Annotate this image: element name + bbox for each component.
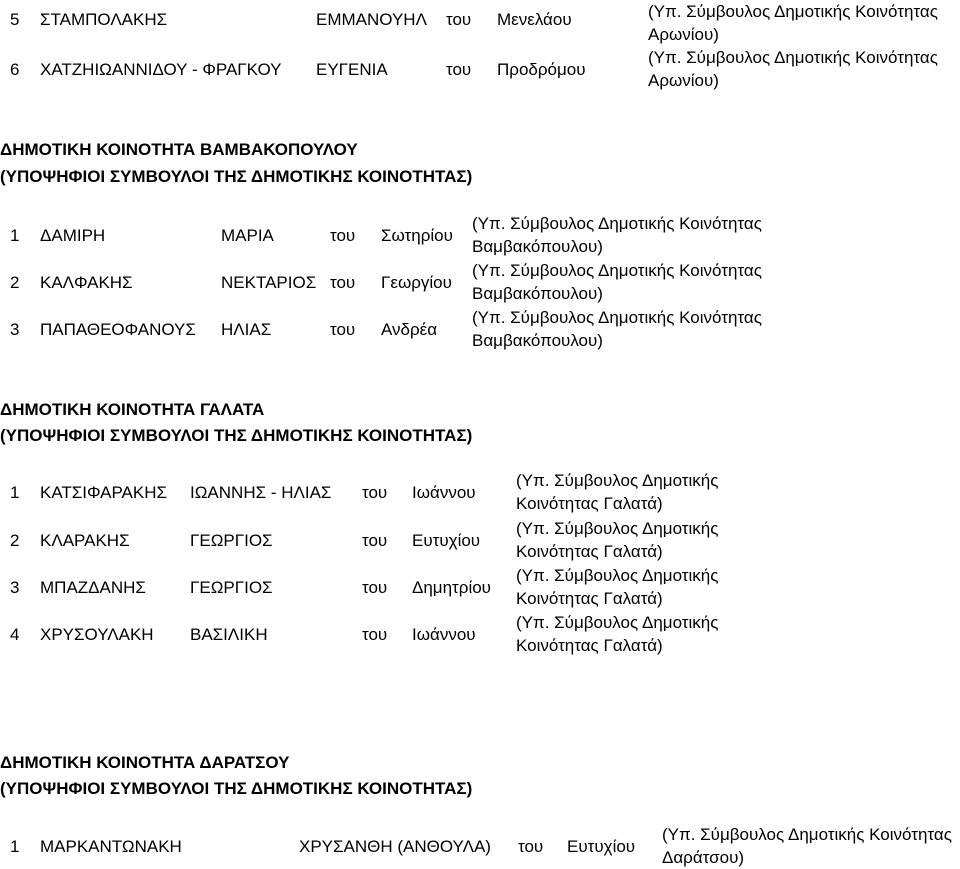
- father-name: Ιωάννου: [412, 625, 476, 644]
- candidate-note: [516, 611, 718, 657]
- candidate-number: 5: [10, 10, 20, 29]
- father-name: Μενελάου: [497, 10, 572, 29]
- father-name: Ανδρέα: [381, 320, 438, 339]
- note-line: (Υπ. Σύμβουλος Δημοτικής Κοινότητας: [648, 48, 938, 67]
- note-line: Αρωνίου): [648, 71, 719, 90]
- candidate-first-name: ΙΩΑΝΝΗΣ - ΗΛΙΑΣ: [190, 483, 332, 502]
- of-word: του: [362, 578, 388, 597]
- section-subtitle: (ΥΠΟΨΗΦΙΟΙ ΣΥΜΒΟΥΛΟΙ ΤΗΣ ΔΗΜΟΤΙΚΗΣ ΚΟΙΝΟΤΗΤΑΣ): [0, 167, 473, 186]
- candidate-surname: ΜΑΡΚΑΝΤΩΝΑΚΗ: [40, 837, 182, 856]
- candidate-row: [0, 566, 960, 608]
- candidate-surname: ΠΑΠΑΘΕΟΦΑΝΟΥΣ: [40, 320, 196, 339]
- candidate-row: [0, 471, 960, 513]
- note-line: Βαμβακόπουλου): [472, 284, 603, 303]
- of-word: του: [446, 10, 472, 29]
- candidate-first-name: ΧΡΥΣΑΝΘΗ (ΑΝΘΟΥΛΑ): [299, 837, 491, 856]
- candidate-number: 2: [10, 531, 20, 550]
- note-line: (Υπ. Σύμβουλος Δημοτικής: [516, 471, 719, 490]
- father-name: Προδρόμου: [497, 60, 586, 79]
- candidate-note: [648, 46, 938, 92]
- candidate-number: 4: [10, 625, 20, 644]
- candidate-first-name: ΜΑΡΙΑ: [221, 226, 274, 245]
- note-line: Αρωνίου): [648, 25, 719, 44]
- father-name: Γεωργίου: [381, 273, 452, 292]
- note-line: (Υπ. Σύμβουλος Δημοτικής Κοινότητας: [472, 214, 762, 233]
- of-word: του: [362, 531, 388, 550]
- candidate-row: [0, 613, 960, 655]
- candidate-row: [0, 825, 960, 867]
- note-line: (Υπ. Σύμβουλος Δημοτικής Κοινότητας: [472, 261, 762, 280]
- candidate-note: [472, 306, 762, 352]
- candidate-number: 3: [10, 320, 20, 339]
- candidate-number: 2: [10, 273, 20, 292]
- note-line: (Υπ. Σύμβουλος Δημοτικής: [516, 566, 719, 585]
- candidate-first-name: ΕΥΓΕΝΙΑ: [316, 60, 388, 79]
- candidate-first-name: ΕΜΜΑΝΟΥΗΛ: [316, 10, 427, 29]
- of-word: του: [518, 837, 544, 856]
- candidate-first-name: ΒΑΣΙΛΙΚΗ: [190, 625, 268, 644]
- note-line: (Υπ. Σύμβουλος Δημοτικής: [516, 613, 719, 632]
- note-line: Κοινότητας Γαλατά): [516, 542, 663, 561]
- candidate-number: 1: [10, 483, 20, 502]
- candidate-note: [472, 212, 762, 258]
- candidate-row: [0, 261, 960, 303]
- note-line: (Υπ. Σύμβουλος Δημοτικής Κοινότητας: [662, 825, 952, 844]
- note-line: Δαράτσου): [662, 848, 745, 867]
- candidate-note: [648, 0, 938, 46]
- father-name: Ιωάννου: [412, 483, 476, 502]
- candidate-first-name: ΓΕΩΡΓΙΟΣ: [190, 578, 273, 597]
- candidate-number: 3: [10, 578, 20, 597]
- candidate-first-name: ΗΛΙΑΣ: [221, 320, 272, 339]
- note-line: (Υπ. Σύμβουλος Δημοτικής Κοινότητας: [648, 2, 938, 21]
- candidate-surname: ΚΛΑΡΑΚΗΣ: [40, 531, 130, 550]
- candidate-surname: ΜΠΑΖΔΑΝΗΣ: [40, 578, 146, 597]
- candidate-number: 6: [10, 60, 20, 79]
- father-name: Σωτηρίου: [381, 226, 453, 245]
- father-name: Ευτυχίου: [412, 531, 481, 550]
- note-line: (Υπ. Σύμβουλος Δημοτικής: [516, 519, 719, 538]
- candidate-surname: ΣΤΑΜΠΟΛΑΚΗΣ: [40, 10, 168, 29]
- father-name: Δημητρίου: [412, 578, 491, 597]
- candidate-note: [662, 823, 952, 869]
- candidate-surname: ΧΡΥΣΟΥΛΑΚΗ: [40, 625, 154, 644]
- of-word: του: [362, 483, 388, 502]
- of-word: του: [446, 60, 472, 79]
- section-subtitle: (ΥΠΟΨΗΦΙΟΙ ΣΥΜΒΟΥΛΟΙ ΤΗΣ ΔΗΜΟΤΙΚΗΣ ΚΟΙΝΟΤΗΤΑΣ): [0, 426, 473, 445]
- section-title: ΔΗΜΟΤΙΚΗ ΚΟΙΝΟΤΗΤΑ ΒΑΜΒΑΚΟΠΟΥΛΟΥ: [0, 140, 358, 159]
- candidate-row: [0, 214, 960, 256]
- section-subtitle: (ΥΠΟΨΗΦΙΟΙ ΣΥΜΒΟΥΛΟΙ ΤΗΣ ΔΗΜΟΤΙΚΗΣ ΚΟΙΝΟΤΗΤΑΣ): [0, 779, 473, 798]
- of-word: του: [362, 625, 388, 644]
- candidate-number: 1: [10, 837, 20, 856]
- note-line: Βαμβακόπουλου): [472, 331, 603, 350]
- section-title: ΔΗΜΟΤΙΚΗ ΚΟΙΝΟΤΗΤΑ ΓΑΛΑΤΑ: [0, 400, 265, 419]
- note-line: Κοινότητας Γαλατά): [516, 589, 663, 608]
- candidate-surname: ΔΑΜΙΡΗ: [40, 226, 106, 245]
- father-name: Ευτυχίου: [567, 837, 636, 856]
- candidate-surname: ΚΑΛΦΑΚΗΣ: [40, 273, 133, 292]
- note-line: (Υπ. Σύμβουλος Δημοτικής Κοινότητας: [472, 308, 762, 327]
- candidate-first-name: ΝΕΚΤΑΡΙΟΣ: [221, 273, 317, 292]
- candidate-note: [516, 517, 718, 563]
- note-line: Κοινότητας Γαλατά): [516, 636, 663, 655]
- candidate-surname: ΚΑΤΣΙΦΑΡΑΚΗΣ: [40, 483, 167, 502]
- candidate-number: 1: [10, 226, 20, 245]
- candidate-note: [516, 564, 718, 610]
- candidate-row: [0, 48, 960, 90]
- note-line: Κοινότητας Γαλατά): [516, 494, 663, 513]
- candidate-row: [0, 308, 960, 350]
- section-title: ΔΗΜΟΤΙΚΗ ΚΟΙΝΟΤΗΤΑ ΔΑΡΑΤΣΟΥ: [0, 753, 290, 772]
- candidate-note: [516, 469, 718, 515]
- of-word: του: [330, 273, 356, 292]
- candidate-row: [0, 519, 960, 561]
- of-word: του: [330, 320, 356, 339]
- candidate-note: [472, 259, 762, 305]
- candidate-surname: ΧΑΤΖΗΙΩΑΝΝΙΔΟΥ - ΦΡΑΓΚΟΥ: [40, 60, 282, 79]
- candidate-first-name: ΓΕΩΡΓΙΟΣ: [190, 531, 273, 550]
- candidate-row: [0, 2, 960, 44]
- note-line: Βαμβακόπουλου): [472, 237, 603, 256]
- of-word: του: [330, 226, 356, 245]
